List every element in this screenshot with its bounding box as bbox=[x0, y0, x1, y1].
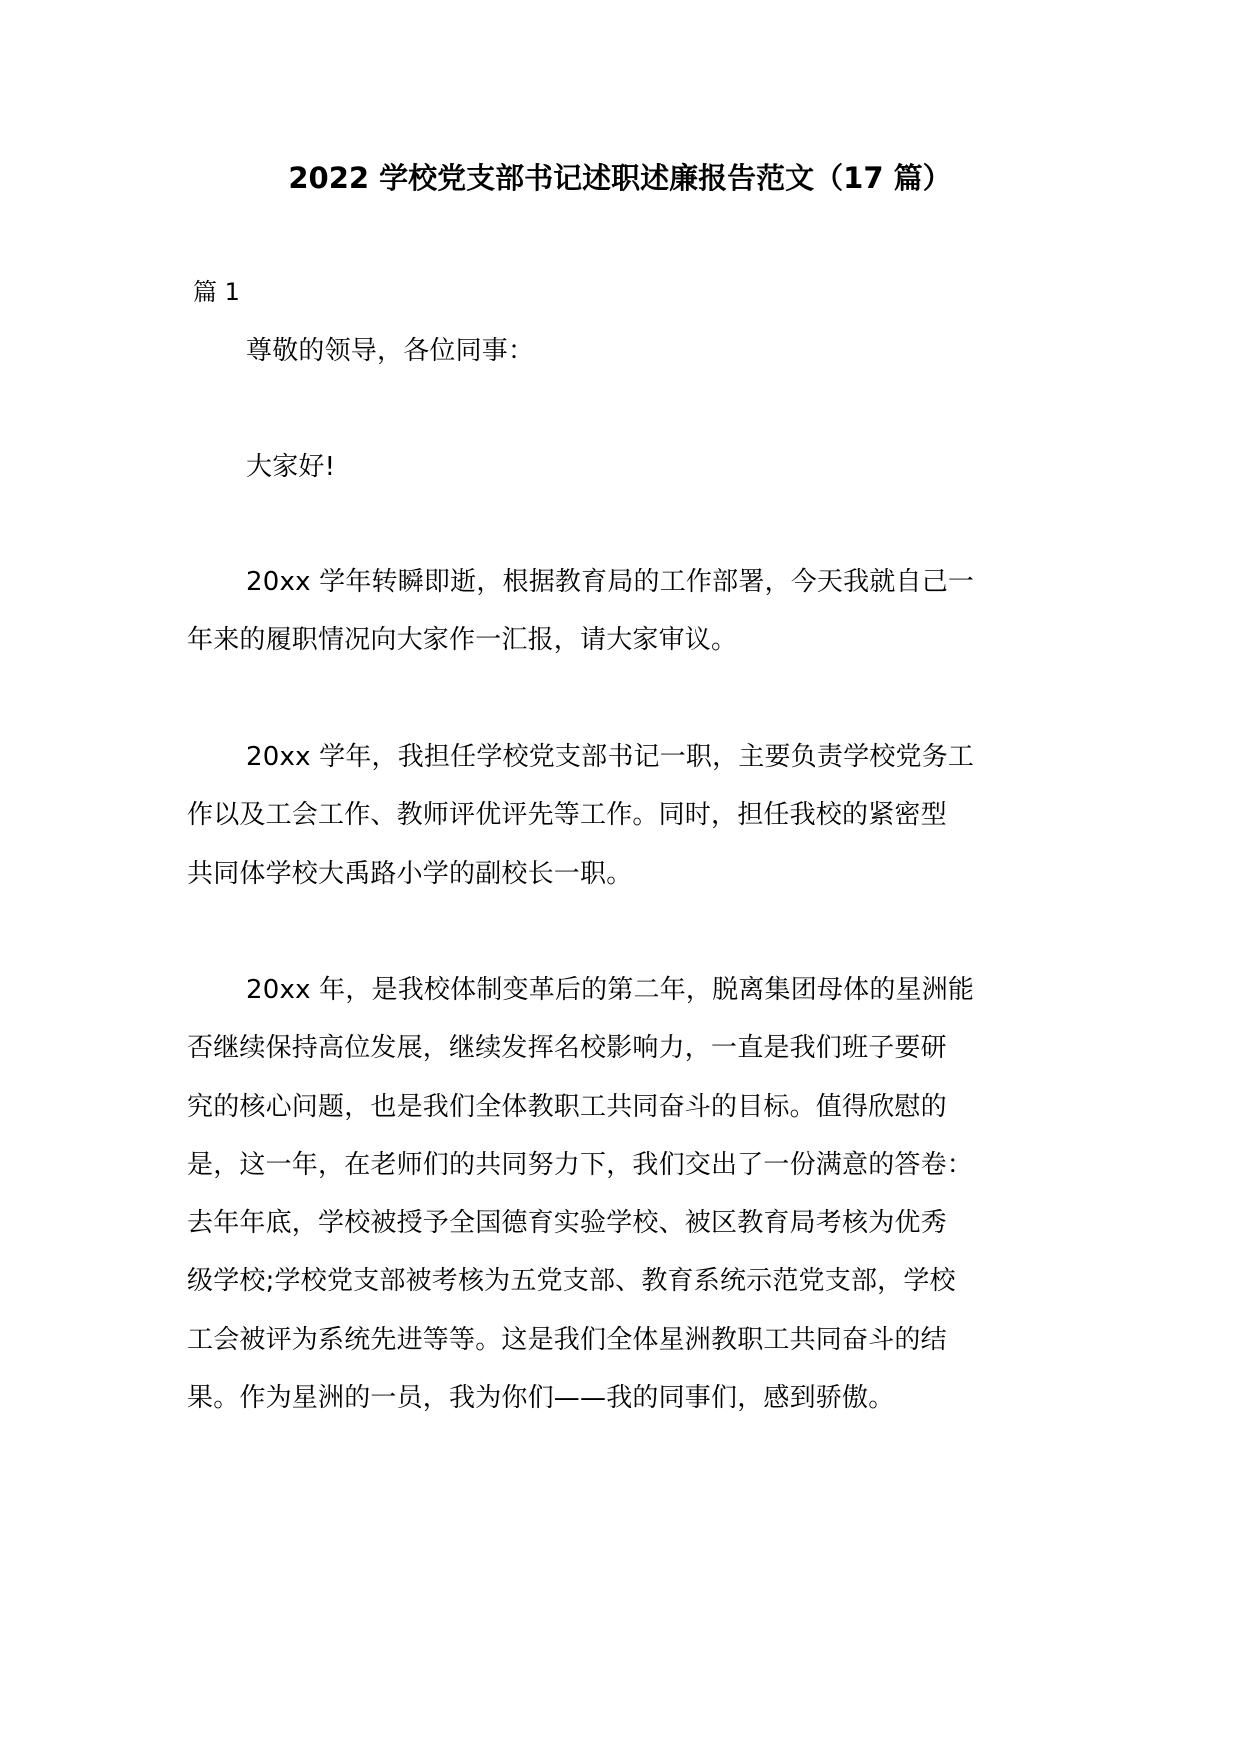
paragraph-intro bbox=[187, 553, 1087, 670]
paragraph-role bbox=[187, 728, 1087, 903]
paragraph-line: 工会被评为系统先进等等。这是我们全体星洲教职工共同奋斗的结 bbox=[187, 1324, 947, 1355]
paragraph-line: 20xx 年，是我校体制变革后的第二年，脱离集团母体的星洲能 bbox=[246, 975, 975, 1005]
paragraph-line: 20xx 学年，我担任学校党支部书记一职，主要负责学校党务工 bbox=[246, 742, 975, 772]
paragraph-line: 共同体学校大禹路小学的副校长一职。 bbox=[187, 858, 633, 889]
paragraph-hello bbox=[187, 438, 1087, 496]
paragraph-line: 去年年底，学校被授予全国德育实验学校、被区教育局考核为优秀 bbox=[187, 1208, 947, 1239]
paragraph-line: 是，这一年，在老师们的共同努力下，我们交出了一份满意的答卷： bbox=[187, 1149, 974, 1180]
paragraph-line: 级学校;学校党支部被考核为五党支部、教育系统示范党支部，学校 bbox=[187, 1266, 956, 1297]
paragraph-line: 尊敬的领导，各位同事： bbox=[246, 336, 535, 366]
document-title: 2022 学校党支部书记述职述廉报告范文（17 篇） bbox=[288, 161, 952, 195]
paragraph-line: 作以及工会工作、教师评优评先等工作。同时，担任我校的紧密型 bbox=[187, 800, 947, 831]
paragraph-line: 年来的履职情况向大家作一汇报，请大家审议。 bbox=[187, 625, 738, 656]
paragraph-line: 否继续保持高位发展，继续发挥名校影响力，一直是我们班子要研 bbox=[187, 1033, 947, 1064]
paragraph-line: 大家好! bbox=[246, 452, 336, 482]
paragraph-line: 究的核心问题，也是我们全体教职工共同奋斗的目标。值得欣慰的 bbox=[187, 1091, 947, 1122]
paragraph-line: 果。作为星洲的一员，我为你们——我的同事们，感到骄傲。 bbox=[187, 1383, 895, 1414]
paragraph-line: 20xx 学年转瞬即逝，根据教育局的工作部署，今天我就自己一 bbox=[246, 567, 975, 597]
paragraph-achievements bbox=[187, 961, 1087, 1427]
paragraph-greeting bbox=[187, 322, 1087, 380]
section-label: 篇 1 bbox=[193, 278, 240, 306]
